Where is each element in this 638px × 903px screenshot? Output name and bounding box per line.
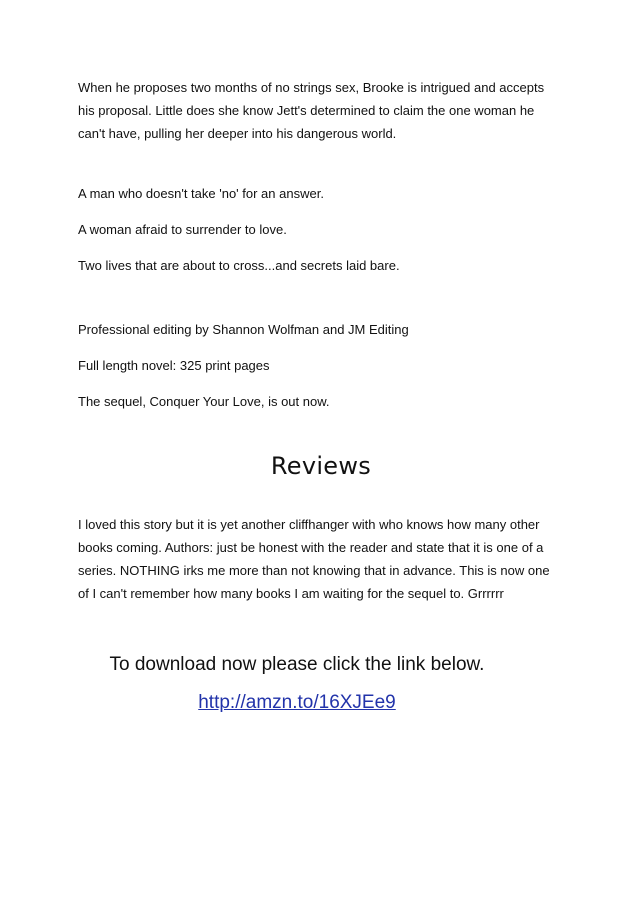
hook-line-2: A woman afraid to surrender to love. (78, 222, 287, 237)
download-link[interactable]: http://amzn.to/16XJEe9 (198, 692, 396, 713)
hook-line-3: Two lives that are about to cross...and secrets laid bare. (78, 258, 400, 273)
detail-sequel: The sequel, Conquer Your Love, is out now. (78, 394, 330, 409)
detail-length: Full length novel: 325 print pages (78, 358, 270, 373)
review-text: I loved this story but it is yet another cliffhanger with who knows how many other books coming. Authors: just be honest with the reader and state that it is one of a series. NOTHING irks me more than not knowing that in advance. This is now one of I can't remember how many books I am waiting for the sequel to. Grrrrrr (78, 517, 550, 601)
reviews-heading: Reviews (270, 452, 372, 480)
synopsis-paragraph: When he proposes two months of no strings sex, Brooke is intrigued and accepts his proposal. Little does she know Jett's determined to claim the one woman he can't have, pulling her deeper into his dangerous world. (78, 80, 545, 141)
hook-lines (78, 182, 564, 277)
document-content (78, 76, 564, 715)
hook-line-1: A man who doesn't take 'no' for an answer. (78, 186, 324, 201)
detail-editing: Professional editing by Shannon Wolfman and JM Editing (78, 322, 409, 337)
download-prompt: To download now please click the link below. (109, 654, 485, 675)
book-details (78, 318, 564, 413)
